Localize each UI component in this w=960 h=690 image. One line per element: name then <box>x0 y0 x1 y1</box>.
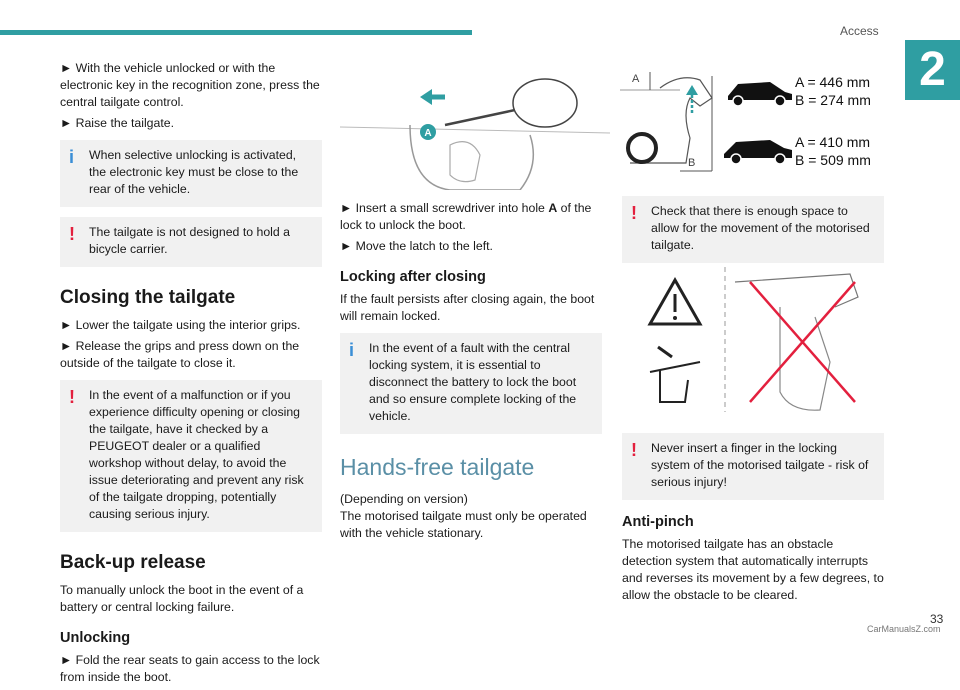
step-text: ► Release the grips and press down on the outside of the tailgate to close it. <box>60 339 300 370</box>
column-3-top <box>622 190 884 273</box>
dim-car2-a: A = 410 mm <box>795 134 871 150</box>
step-text: ► Insert a small screwdriver into hole A of the lock to unlock the boot. <box>340 201 592 232</box>
body-text: The motorised tailgate must only be operated with the vehicle stationary. <box>340 509 587 540</box>
step-text: ► Lower the tailgate using the interior grips. <box>60 318 301 332</box>
section-title: Access <box>840 24 879 38</box>
header-accent-bar <box>0 30 472 35</box>
step-text: ► Fold the rear seats to gain access to the lock from inside the boot. <box>60 653 320 684</box>
heading-unlocking: Unlocking <box>60 630 131 646</box>
heading-antipinch: Anti-pinch <box>622 514 694 530</box>
step-text: ► With the vehicle unlocked or with the electronic key in the recognition zone, press the central tailgate control. <box>60 61 320 109</box>
heading-locking: Locking after closing <box>340 269 486 285</box>
svg-text:A: A <box>632 73 640 85</box>
warning-icon: ! <box>631 203 637 223</box>
warning-icon: ! <box>631 440 637 460</box>
tailgate-dimensions-illustration <box>620 68 885 176</box>
body-text: To manually unlock the boot in the event of a battery or central locking failure. <box>60 583 304 614</box>
info-icon: i <box>349 340 355 360</box>
body-text: If the fault persists after closing again, the boot will remain locked. <box>340 292 595 323</box>
screwdriver-lock-illustration <box>340 75 610 190</box>
step-text: ► Move the latch to the left. <box>340 239 493 253</box>
dim-car1-b: B = 274 mm <box>795 92 871 108</box>
column-2 <box>340 200 602 546</box>
dim-car2-b: B = 509 mm <box>795 152 871 168</box>
heading-closing: Closing the tailgate <box>60 287 236 308</box>
column-1 <box>60 60 322 690</box>
body-text: The motorised tailgate has an obstacle detection system that automatically interrupts and reverses its movement by a few degrees, to allow the obstacle to be cleared. <box>622 537 884 602</box>
finger-pinch-warning-illustration <box>630 262 885 417</box>
body-text: (Depending on version) <box>340 492 468 506</box>
info-box: i When selective unlocking is activated, the electronic key must be close to the rear of the vehicle. <box>60 140 322 207</box>
step-text: ► Raise the tailgate. <box>60 116 175 130</box>
dim-car1-a: A = 446 mm <box>795 74 871 90</box>
svg-text:B: B <box>688 157 696 169</box>
warning-box: ! The tailgate is not designed to hold a bicycle carrier. <box>60 217 322 267</box>
column-3-bottom <box>622 425 884 608</box>
warning-icon: ! <box>69 387 75 407</box>
info-box: i In the event of a fault with the central locking system, it is essential to disconnect the battery to lock the boot and so ensure complete locking of the vehicle. <box>340 333 602 434</box>
heading-backup: Back-up release <box>60 552 206 573</box>
warning-box: ! Never insert a finger in the locking system of the motorised tailgate - risk of serious injury! <box>622 433 884 500</box>
page-number: 33 <box>930 612 944 626</box>
heading-handsfree: Hands-free tailgate <box>340 454 535 480</box>
warning-icon: ! <box>69 224 75 244</box>
info-icon: i <box>69 147 75 167</box>
figure-label-a: A <box>424 128 432 139</box>
watermark: CarManualsZ.com <box>867 624 941 634</box>
chapter-tab: 2 <box>905 40 960 100</box>
warning-box: ! Check that there is enough space to allow for the movement of the motorised tailgate. <box>622 196 884 263</box>
warning-box: ! In the event of a malfunction or if you experience difficulty opening or closing the tailgate, have it checked by a PEUGEOT dealer or a qualified workshop without delay, to avoid the issue deteriorating and prevent any risk of the tailgate dropping, potentially causing serious injury. <box>60 380 322 532</box>
